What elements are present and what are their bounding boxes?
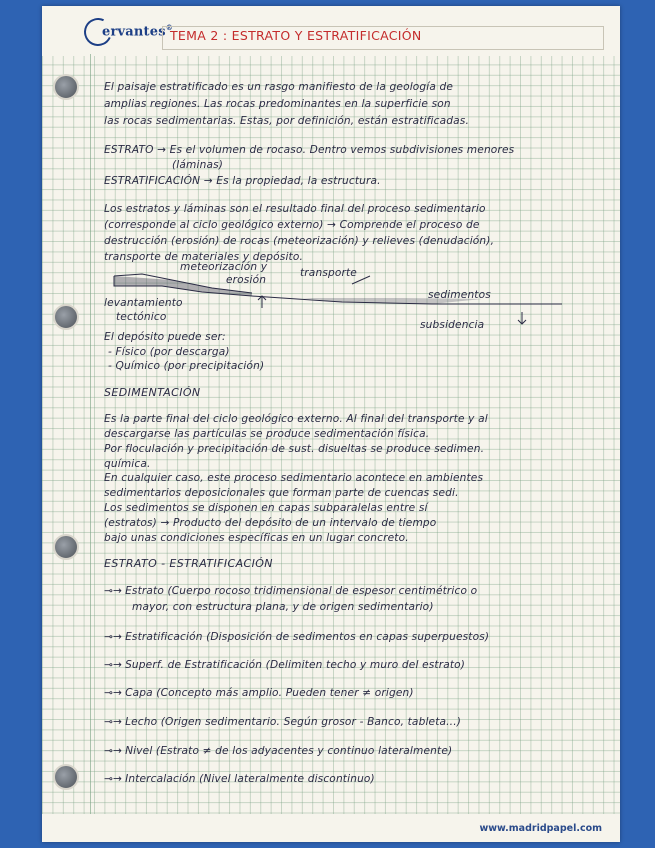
sedimentacion-heading: SEDIMENTACIÓN	[104, 386, 201, 399]
subsidence-arrow-icon	[518, 312, 526, 324]
diagram-label-subsidencia: subsidencia	[420, 319, 485, 331]
sedimentacion-line-2: descargarse las partículas se produce sedimentación física.	[104, 428, 430, 440]
sedimentacion-line-9: bajo unas condiciones específicas en un lugar concreto.	[104, 532, 409, 544]
bullet-capa: ⊸→ Capa (Concepto más amplio. Pueden tener ≠ origen)	[104, 687, 414, 699]
diagram-label-meteorizacion: meteorización y	[180, 261, 268, 273]
cervantes-logo	[88, 16, 173, 46]
sedimentacion-line-4: química.	[104, 458, 151, 470]
bullet-estrato: ⊸→ Estrato (Cuerpo rocoso tridimensional de espesor centimétrico o	[104, 585, 478, 597]
sedimentacion-line-3: Por floculación y precipitación de sust. disueltas se produce sedimen.	[104, 443, 485, 455]
bullet-arrow-icon: ⊸→	[104, 745, 123, 757]
bullet-nivel: ⊸→ Nivel (Estrato ≠ de los adyacentes y continuo lateralmente)	[104, 745, 453, 757]
paragraph2-line-1: Los estratos y láminas son el resultado final del proceso sedimentario	[104, 203, 486, 215]
bullet-arrow-icon: ⊸→	[104, 585, 123, 597]
bullet-estratificacion: ⊸→ Estratificación (Disposición de sedimentos en capas superpuestos)	[104, 631, 490, 643]
diagram-label-erosion: erosión	[226, 274, 267, 286]
bullet-estrato-cont: mayor, con estructura plana, y de origen sedimentario)	[132, 601, 434, 613]
page-title: TEMA 2 : ESTRATO Y ESTRATIFICACIÓN	[170, 28, 422, 43]
notebook-page	[42, 6, 620, 842]
footer-url: www.madridpapel.com	[479, 823, 602, 834]
sedimentacion-line-5: En cualquier caso, este proceso sedimentario acontece en ambientes	[104, 472, 484, 484]
intro-line-1: El paisaje estratificado es un rasgo manifiesto de la geología de	[104, 81, 454, 93]
bullet-intercalacion: ⊸→ Intercalación (Nivel lateralmente discontinuo)	[104, 773, 375, 785]
bullet-lecho: ⊸→ Lecho (Origen sedimentario. Según grosor - Banco, tableta...)	[104, 716, 461, 728]
paragraph2-line-3: destrucción (erosión) de rocas (meteorización) y relieves (denudación),	[104, 235, 495, 247]
sedimentacion-line-8: (estratos) → Producto del depósito de un intervalo de tiempo	[104, 517, 437, 529]
diagram-label-transporte: transporte	[300, 267, 357, 279]
deposito-line-2: - Físico (por descarga)	[108, 346, 230, 358]
intro-line-3: las rocas sedimentarias. Estas, por definición, están estratificadas.	[104, 115, 469, 127]
uplift-arrow-icon	[258, 296, 266, 308]
sedimentacion-line-7: Los sedimentos se disponen en capas subparalelas entre sí	[104, 502, 428, 514]
binder-hole-2	[53, 304, 79, 330]
logo-text: ervantes®	[102, 22, 173, 40]
diagram-label-tectonico: tectónico	[116, 311, 167, 323]
sedimentacion-line-1: Es la parte final del ciclo geológico externo. Al final del transporte y al	[104, 413, 488, 425]
binder-hole-3	[53, 534, 79, 560]
bullet-arrow-icon: ⊸→	[104, 716, 123, 728]
definition-estrato: ESTRATO → Es el volumen de rocaso. Dentro vemos subdivisiones menores	[104, 144, 515, 156]
bullet-superficie: ⊸→ Superf. de Estratificación (Delimiten techo y muro del estrato)	[104, 659, 466, 671]
definition-estratificacion: ESTRATIFICACIÓN → Es la propiedad, la estructura.	[104, 175, 381, 187]
diagram-label-levantamiento: levantamiento	[104, 297, 183, 309]
intro-line-2: amplias regiones. Las rocas predominantes en la superficie son	[104, 98, 451, 110]
deposito-line-1: El depósito puede ser:	[104, 331, 226, 343]
sedimentacion-line-6: sedimentarios deposicionales que forman parte de cuencas sedi.	[104, 487, 459, 499]
binder-hole-4	[53, 764, 79, 790]
estrato-section-heading: ESTRATO - ESTRATIFICACIÓN	[104, 557, 273, 570]
paragraph2-line-2: (corresponde al ciclo geológico externo) → Comprende el proceso de	[104, 219, 480, 231]
bullet-arrow-icon: ⊸→	[104, 687, 123, 699]
bullet-arrow-icon: ⊸→	[104, 773, 123, 785]
paragraph2-line-4: transporte de materiales y depósito.	[104, 251, 304, 263]
margin-line	[90, 54, 91, 814]
binder-hole-1	[53, 74, 79, 100]
diagram-label-sedimentos: sedimentos	[428, 289, 491, 301]
bullet-arrow-icon: ⊸→	[104, 631, 123, 643]
definition-laminas: (láminas)	[172, 159, 224, 171]
bullet-arrow-icon: ⊸→	[104, 659, 123, 671]
deposito-line-3: - Químico (por precipitación)	[108, 360, 265, 372]
